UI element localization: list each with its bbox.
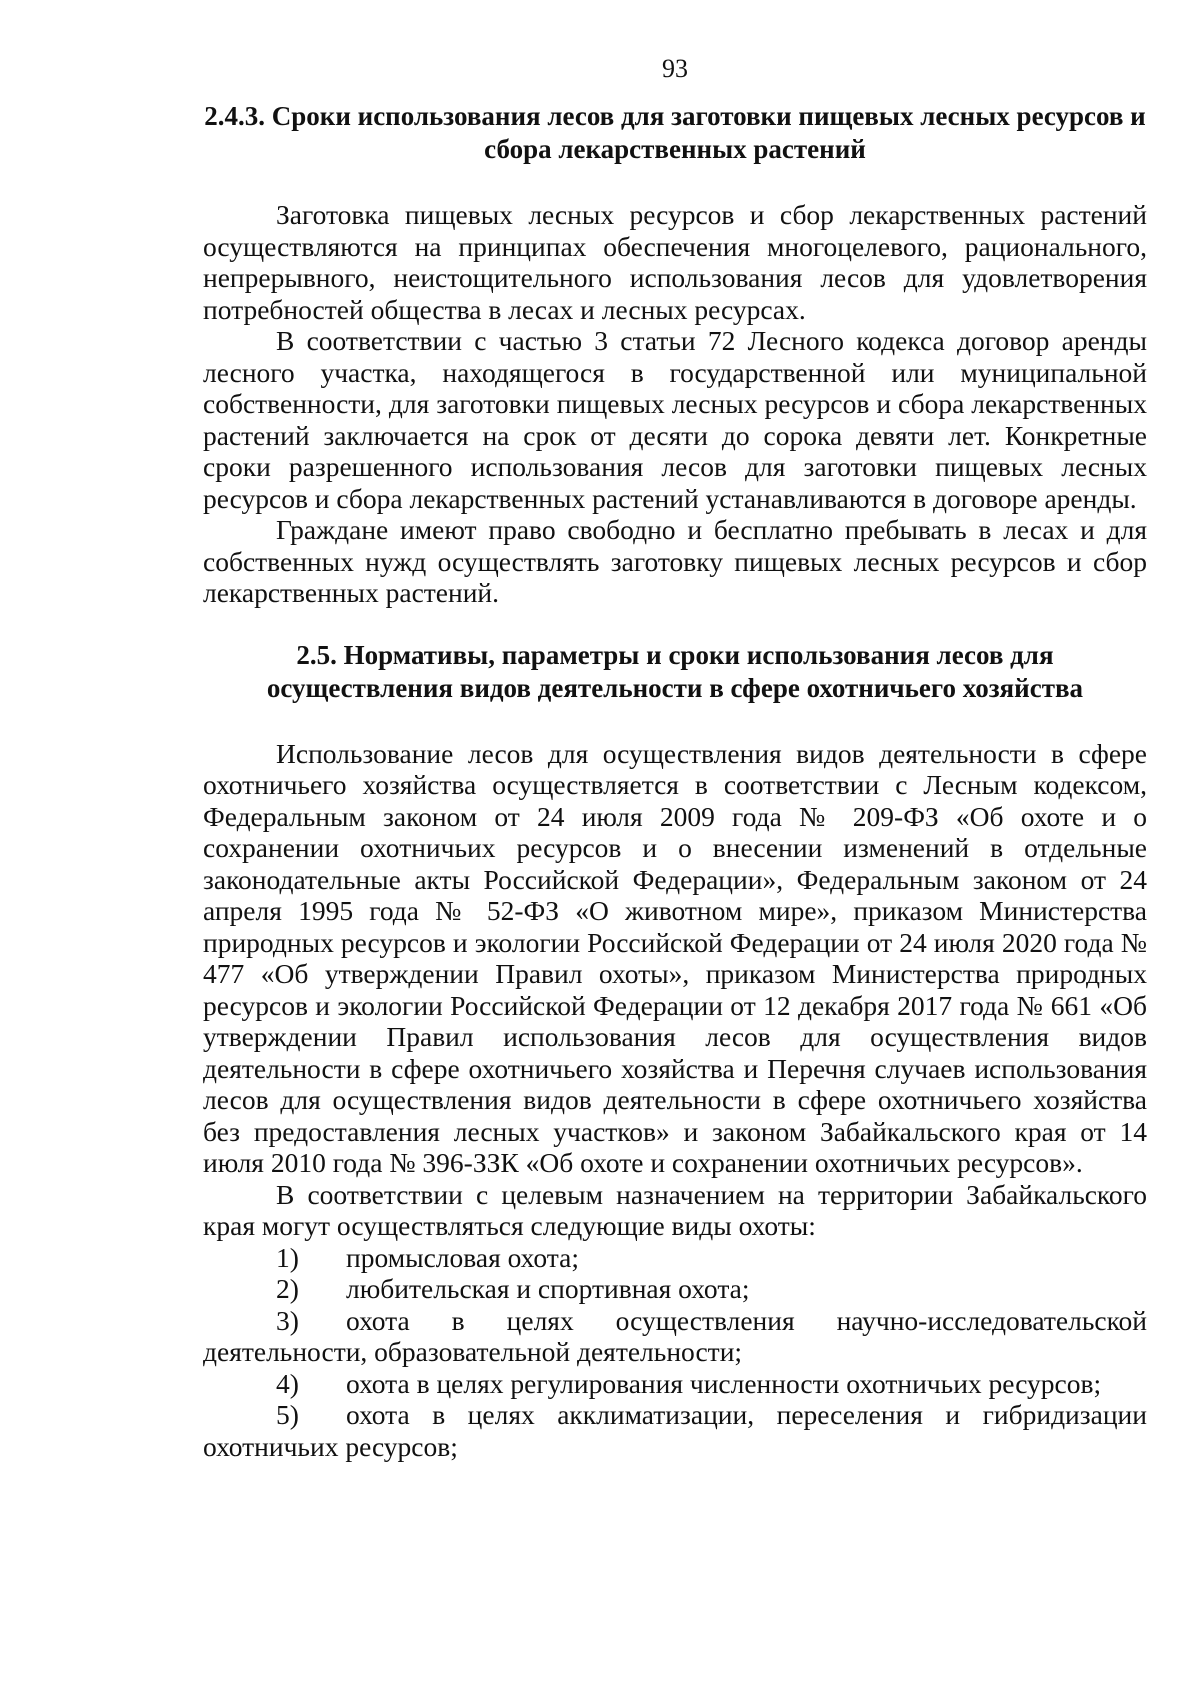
list-item-number: 3) — [276, 1304, 299, 1336]
list-item-text: промысловая охота; — [346, 1241, 579, 1273]
list-item-number: 5) — [276, 1399, 299, 1430]
paragraph: Заготовка пищевых лесных ресурсов и сбор лекарственных растений осуществляются на принципах обеспечения многоцелевого, рационального, непрерывного, неистощительного использования лесов для удовлетворения потребностей общества в лесах и лесных ресурсах. — [203, 199, 1147, 325]
document-page — [203, 52, 1147, 1462]
list-item — [203, 1273, 1147, 1305]
list-item-text: охота в целях акклиматизации, переселения и гибридизации охотничьих ресурсов; — [203, 1399, 1147, 1462]
list-item-number: 1) — [276, 1241, 299, 1273]
section-2-4-3-heading: 2.4.3. Сроки использования лесов для заготовки пищевых лесных ресурсов и сбора лекарственных растений — [204, 101, 1146, 164]
list-item — [203, 1368, 1147, 1400]
list-item — [203, 1305, 1147, 1368]
paragraph: Граждане имеют право свободно и бесплатно пребывать в лесах и для собственных нужд осуществлять заготовку пищевых лесных ресурсов и сбор лекарственных растений. — [203, 514, 1147, 608]
list-item-text: охота в целях осуществления научно-исследовательской деятельности, образовательной деятельности; — [203, 1304, 1147, 1367]
list-item — [203, 1399, 1147, 1462]
paragraph: В соответствии с частью 3 статьи 72 Лесного кодекса договор аренды лесного участка, находящегося в государственной или муниципальной собственности, для заготовки пищевых лесных ресурсов и сбора лекарственных растений заключается на срок от десяти до сорока девяти лет. Конкретные сроки разрешенного использования лесов для заготовки пищевых лесных ресурсов и сбора лекарственных растений устанавливаются в договоре аренды. — [203, 325, 1147, 514]
paragraph: В соответствии с целевым назначением на территории Забайкальского края могут осуществляться следующие виды охоты: — [203, 1178, 1147, 1241]
list-item-number: 4) — [276, 1367, 299, 1399]
hunting-types-list — [203, 1242, 1147, 1463]
list-item-text: охота в целях регулирования численности охотничьих ресурсов; — [346, 1367, 1102, 1399]
section-2-5-heading: 2.5. Нормативы, параметры и сроки использования лесов для осуществления видов деятельности в сфере охотничьего хозяйства — [266, 639, 1084, 703]
paragraph: Использование лесов для осуществления видов деятельности в сфере охотничьего хозяйства осуществляется в соответствии с Лесным кодексом, Федеральным законом от 24 июля 2009 года № 209-ФЗ «Об охоте и о сохранении охотничьих ресурсов и о внесении изменений в отдельные законодательные акты Российской Федерации», Федеральным законом от 24 апреля 1995 года № 52-ФЗ «О животном мире», приказом Министерства природных ресурсов и экологии Российской Федерации от 24 июля 2020 года № 477 «Об утверждении Правил охоты», приказом Министерства природных ресурсов и экологии Российской Федерации от 12 декабря 2017 года № 661 «Об утверждении Правил использования лесов для осуществления видов деятельности в сфере охотничьего хозяйства и Перечня случаев использования лесов для осуществления видов деятельности в сфере охотничьего хозяйства без предоставления лесных участков» и законом Забайкальского края от 14 июля 2010 года № 396-ЗЗК «Об охоте и сохранении охотничьих ресурсов». — [203, 737, 1147, 1178]
list-item — [203, 1242, 1147, 1274]
list-item-number: 2) — [276, 1273, 299, 1304]
list-item-text: любительская и спортивная охота; — [346, 1273, 750, 1304]
page-number: 93 — [662, 54, 688, 83]
